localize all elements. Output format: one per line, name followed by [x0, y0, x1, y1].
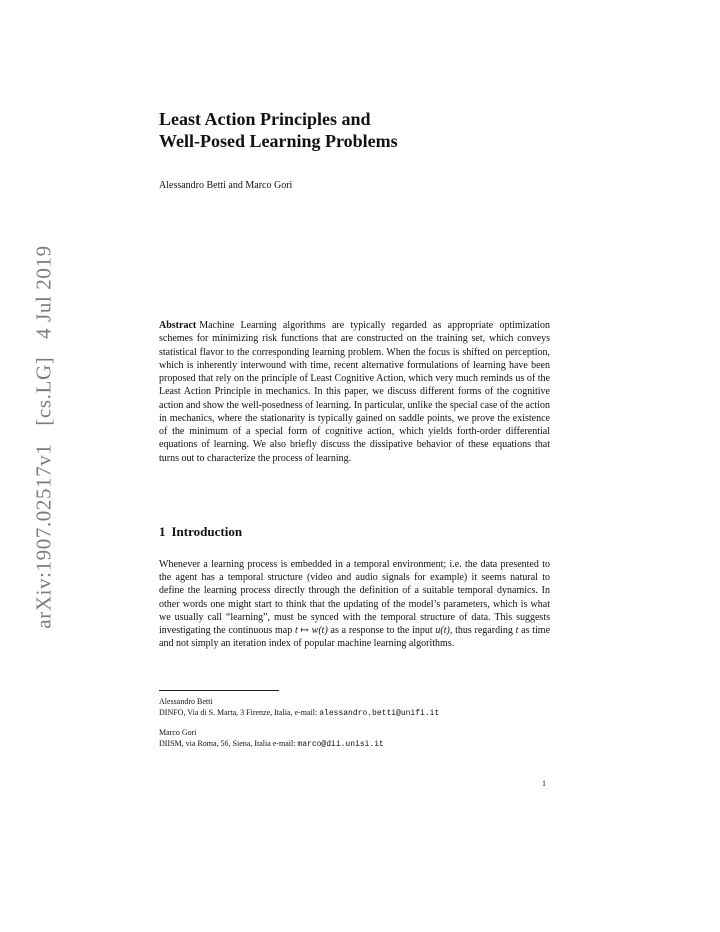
footnote-affiliation	[159, 738, 559, 750]
arxiv-category: [cs.LG]	[31, 356, 56, 426]
footnote-affiliation-text: DINFO, Via di S. Marta, 3 Firenze, Italia, e-mail:	[159, 708, 320, 717]
footnote-name: Alessandro Betti	[159, 697, 213, 706]
footnote-email[interactable]: alessandro.betti@unifi.it	[319, 709, 440, 718]
footnote-email[interactable]: marco@dii.unisi.it	[297, 740, 384, 749]
intro-text-3: , thus regarding	[449, 625, 516, 637]
intro-text-1: Whenever a learning process is embedded in a temporal environment; i.e. the data presented to the agent has a temporal structure (video and audio signals for example) it seems natural to define the learning process directly through the definition of a suitable temporal dynamics. In other words one might start to think that the updating of the model’s parameters, which is what we usually call “learning”, must be synced with the temporal structure of data. This suggests investigating the continuous map	[159, 559, 550, 637]
section-heading	[159, 524, 242, 540]
section-title: Introduction	[171, 524, 243, 539]
intro-text-2: as a response to the input	[327, 625, 436, 637]
intro-math-input: u(t)	[435, 625, 450, 637]
footnote-author-1	[159, 696, 559, 719]
footnote-author-2	[159, 727, 559, 750]
arxiv-id: arXiv:1907.02517v1	[31, 443, 56, 629]
arxiv-sidebar-stamp	[32, 245, 57, 628]
abstract	[159, 319, 550, 465]
paper-title	[159, 108, 579, 152]
arxiv-date: 4 Jul 2019	[31, 245, 56, 339]
footnote-affiliation	[159, 707, 559, 719]
abstract-text: Machine Learning algorithms are typically regarded as appropriate optimization schemes for minimizing risk functions that are constructed on the training set, which conveys statistical flavor to the corresponding learning problem. When the focus is shifted on perception, which is inherently interwound with time, recent alternative formulations of learning have been proposed that rely on the principle of Least Cognitive Action, which very much reminds us of the Least Action Principle in mechanics. In this paper, we discuss different forms of the cognitive action and show the well-posedness of learning. In particular, unlike the special case of the action in mechanics, where the stationarity is typically gained on saddle points, we prove the existence of the minimum of a special form of cognitive action, which yields forth-order differential equations of learning. We also briefly discuss the dissipative behavior of these equations that turns out to characterize the process of learning.	[159, 320, 550, 464]
title-line-1: Least Action Principles and	[159, 109, 371, 129]
title-line-2: Well-Posed Learning Problems	[159, 131, 398, 151]
intro-math-t: t	[515, 625, 519, 637]
footnote-name: Marco Gori	[159, 728, 197, 737]
abstract-label: Abstract	[159, 320, 197, 331]
footnote-affiliation-text: DIISM, via Roma, 56, Siena, Italia e-mail:	[159, 739, 298, 748]
footnote-rule	[159, 690, 279, 691]
intro-math-map: t ↦ w(t)	[295, 625, 328, 637]
page-number: 1	[542, 779, 546, 788]
intro-text-4: as time and not simply an iteration index of popular machine learning algorithms.	[159, 625, 551, 650]
section-number: 1	[159, 524, 166, 539]
introduction-paragraph	[159, 558, 550, 650]
author-list: Alessandro Betti and Marco Gori	[159, 180, 293, 191]
